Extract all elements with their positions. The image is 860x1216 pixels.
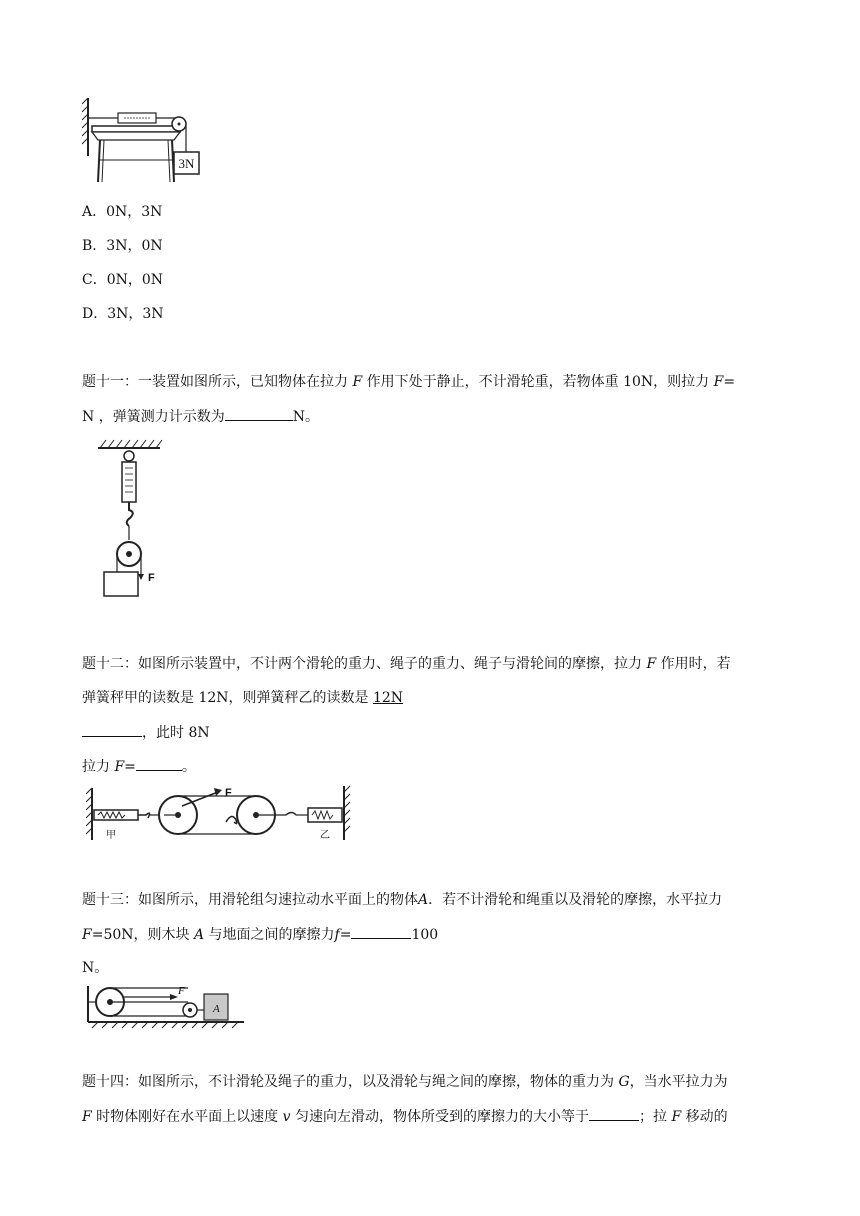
q12-answer-1: 12N <box>372 690 404 706</box>
figure-two-pulleys <box>86 782 354 844</box>
q13-line2: F=50N，则木块 A 与地面之间的摩擦力f= 100 <box>82 924 438 945</box>
q13-blank[interactable] <box>351 924 411 939</box>
option-c: C．0N，0N <box>82 272 164 288</box>
q14-line2: F 时物体刚好在水平面上以速度 v 匀速向左滑动，物体所受到的摩擦力的大小等于 ；拉 F 移动的 <box>82 1106 728 1127</box>
q12-line4: 拉力 F= 。 <box>82 756 196 777</box>
figure-pulley-block <box>84 984 248 1030</box>
figure-spring-pulley <box>96 436 166 602</box>
weight-label: 3N <box>178 156 195 171</box>
q13-line3: N。 <box>82 960 109 976</box>
option-d: D．3N，3N <box>82 306 164 322</box>
q13-line1: 题十三：如图所示，用滑轮组匀速拉动水平面上的物体A．若不计滑轮和绳重以及滑轮的摩擦，水平拉力 <box>82 892 723 908</box>
q12-line3: ，此时 8N <box>82 722 210 743</box>
q11-blank[interactable] <box>225 406 293 421</box>
q12-line2: 弹簧秤甲的读数是 12N，则弹簧秤乙的读数是 12N <box>82 690 404 706</box>
q14-blank[interactable] <box>589 1106 639 1121</box>
figure-table-pulley <box>82 96 204 186</box>
q12-blank-2[interactable] <box>136 756 182 771</box>
q12-line1: 题十二：如图所示装置中，不计两个滑轮的重力、绳子的重力、绳子与滑轮间的摩擦，拉力 F 作用时，若 <box>82 656 731 672</box>
label-yi: 乙 <box>320 830 330 841</box>
q11-line1: 题十一：一装置如图所示，已知物体在拉力 F 作用下处于静止，不计滑轮重，若物体重 10N，则拉力 F= <box>82 374 736 390</box>
block-label: A <box>213 1003 220 1015</box>
q11-line2: N ，弹簧测力计示数为 N。 <box>82 406 319 427</box>
q14-line1: 题十四：如图所示，不计滑轮及绳子的重力，以及滑轮与绳之间的摩擦，物体的重力为 G，当水平拉力为 <box>82 1074 728 1090</box>
q12-blank-1[interactable] <box>82 722 142 737</box>
force-label: F <box>178 985 185 997</box>
q13-answer: 100 <box>411 927 439 943</box>
option-b: B．3N，0N <box>82 238 163 254</box>
force-label: F <box>148 572 155 584</box>
force-label: F <box>225 787 232 799</box>
label-jia: 甲 <box>106 830 116 841</box>
option-a: A．0N，3N <box>82 204 163 220</box>
